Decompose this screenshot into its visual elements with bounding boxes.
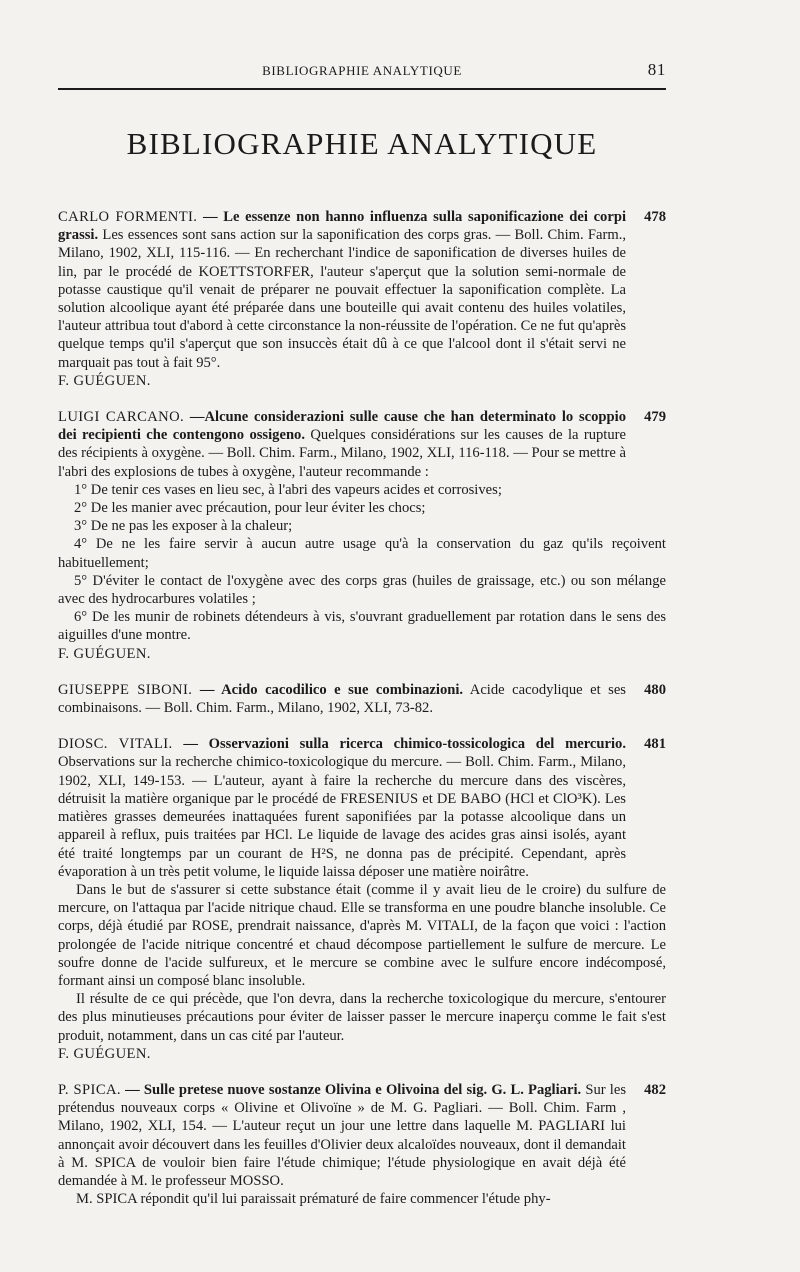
entry-author: DIOSC. VITALI. [58,736,173,753]
entry-number: 479 [644,409,666,426]
list-item: 6° De les munir de robinets détendeurs à vis, s'ouvrant graduellement par rotation dans le sens des aiguilles d'une montre. [58,609,666,644]
entry-body: Les essences sont sans action sur la saponification des corps gras. — Boll. Chim. Farm., Milano, 1902, XLI, 115-116. — En recherchant l'indice de saponification de diverses huiles de lin, par le procédé de KOETTSTORFER, l'auteur s'aperçut que la solution semi-normale de potasse caustique qu'il venait de préparer ne pouvait effectuer la saponification complète. La solution alcoolique ayant été préparée dans une bouteille qui avait contenu des huiles volatiles, l'auteur attribua tout d'abord à cette circonstance la non-réussite de l'opération. Ce ne fut qu'après quelque temps qu'il s'aperçut que son insuccès était dû à ce que l'alcool dont il s'était servi ne marquait pas tout à fait 95°. [58,227,626,371]
entry-480 [58,681,666,717]
entry-author: LUIGI CARCANO. [58,409,185,426]
main-title: BIBLIOGRAPHIE ANALYTIQUE [126,126,598,161]
entry-title: — Acido cacodilico e sue combinazioni. [199,681,464,698]
header-rule [58,88,666,90]
entry-body: Acide cacodylique et ses combinaisons. — Boll. Chim. Farm., Milano, 1902, XLI, 73-82. [58,681,626,717]
list-item: 3° De ne pas les exposer à la chaleur; [74,518,293,535]
entry-title: —Alcune considerazioni sulle cause che han determinato lo scoppio dei recipienti che contengono ossigeno. [58,409,627,444]
entry-number: 480 [644,681,666,698]
entry-author: GIUSEPPE SIBONI. [58,681,193,698]
entry-head [58,408,666,481]
entry-signature: F. GUÉGUEN. [58,1045,151,1062]
entry-head [58,208,666,372]
running-head [58,62,666,82]
entry-478 [58,208,666,390]
entry-paragraph: M. SPICA répondit qu'il lui paraissait prématuré de faire commencer l'étude phy- [76,1191,551,1208]
entry-signature: F. GUÉGUEN. [58,645,151,662]
entry-paragraph: Il résulte de ce qui précède, que l'on devra, dans la recherche toxicologique du mercure, s'entourer des plus minutieuses précautions pour éviter de laisser passer le mercure inaperçu comme le fait s'est produit, notamment, dans un cas cité par l'auteur. [58,991,666,1044]
entry-author: CARLO FORMENTI. [58,209,198,225]
list-item: 1° De tenir ces vases en lieu sec, à l'abri des vapeurs acides et corrosives; [74,481,502,498]
entry-head [58,1081,666,1190]
entry-paragraph: Observations sur la recherche chimico-toxicologique du mercure. — Boll. Chim. Farm., Milano, 1902, XLI, 149-153. — L'auteur, ayant à faire la recherche du mercure dans des viscères, détruisit la matière organique par le procédé de FRESENIUS et DE BABO (HCl et ClO³K). Les matières grasses demeurées inattaquées furent saponifiées par la potasse alcoolique dans un appareil à reflux, puis traitées par HCl. Le liquide de lavage des acides gras ainsi isolés, ayant été traité longtemps par un courant de H²S, ne donna pas de précipité. Cependant, après évaporation à un très petit volume, le liquide laissa déposer une matière noirâtre. [58,754,626,880]
list-item: 5° D'éviter le contact de l'oxygène avec des corps gras (huiles de graissage, etc.) ou son mélange avec des hydrocarbures volatiles ; [58,572,666,608]
entry-number: 481 [644,736,666,753]
page-number: 81 [647,60,666,79]
entry-481 [58,735,666,1063]
entry-head [58,735,666,881]
entry-head [58,681,666,717]
entry-title: — Sulle pretese nuove sostanze Olivina e Olivoina del sig. G. L. Pagliari. [125,1081,582,1098]
entry-title: — Osservazioni sulla ricerca chimico-tossicologica del mercurio. [183,736,626,753]
entry-signature: F. GUÉGUEN. [58,372,151,389]
entry-title: — Le essenze non hanno influenza sulla saponificazione dei corpi grassi. [58,209,627,244]
entry-paragraph: Dans le but de s'assurer si cette substance était (comme il y avait lieu de le croire) du sulfure de mercure, on l'attaqua par l'acide nitrique chaud. Elle se transforma en une poudre blanche insoluble. Ce corps, déjà étudié par ROSE, prendrait naissance, d'après M. VITALI, de la façon que voici : l'action prolongée de l'acide nitrique concentré et chaud décompose partiellement le sulfure de mercure. Le soufre donne de l'acide sulfureux, et le mercure se combine avec le sulfure encore indécomposé, formant ainsi un composé blanc insoluble. [58,881,666,989]
entry-intro: Quelques considérations sur les causes de la rupture des récipients à oxygène. — Boll. Chim. Farm., Milano, 1902, XLI, 116-118. — Pour se mettre à l'abri des explosions de tubes à oxygène, l'auteur recommande : [58,427,626,480]
entry-paragraph: Sur les prétendus nouveaux corps « Olivine et Olivoïne » de M. G. Pagliari. — Boll. Chim. Farm , Milano, 1902, XLI, 154. — L'auteur reçut un jour une lettre dans laquelle M. PAGLIARI lui annonçait avoir découvert dans les feuilles d'Olivier deux alcaloïdes nouveaux, dont il demandait à M. SPICA de vouloir bien faire l'étude chimique; l'étude physiologique en avait déjà été demandée à M. le professeur MOSSO. [58,1081,627,1189]
running-title: BIBLIOGRAPHIE ANALYTIQUE [262,63,462,78]
entry-number: 482 [644,1081,666,1098]
entries [58,208,666,1226]
list-item: 4° De ne les faire servir à aucun autre usage qu'à la conservation du gaz qu'ils reçoivent habituellement; [58,536,666,571]
entry-482 [58,1081,666,1208]
entry-479 [58,408,666,663]
list-item: 2° De les manier avec précaution, pour leur éviter les chocs; [74,500,426,517]
entry-number: 478 [644,209,666,225]
entry-author: P. SPICA. [58,1081,121,1098]
